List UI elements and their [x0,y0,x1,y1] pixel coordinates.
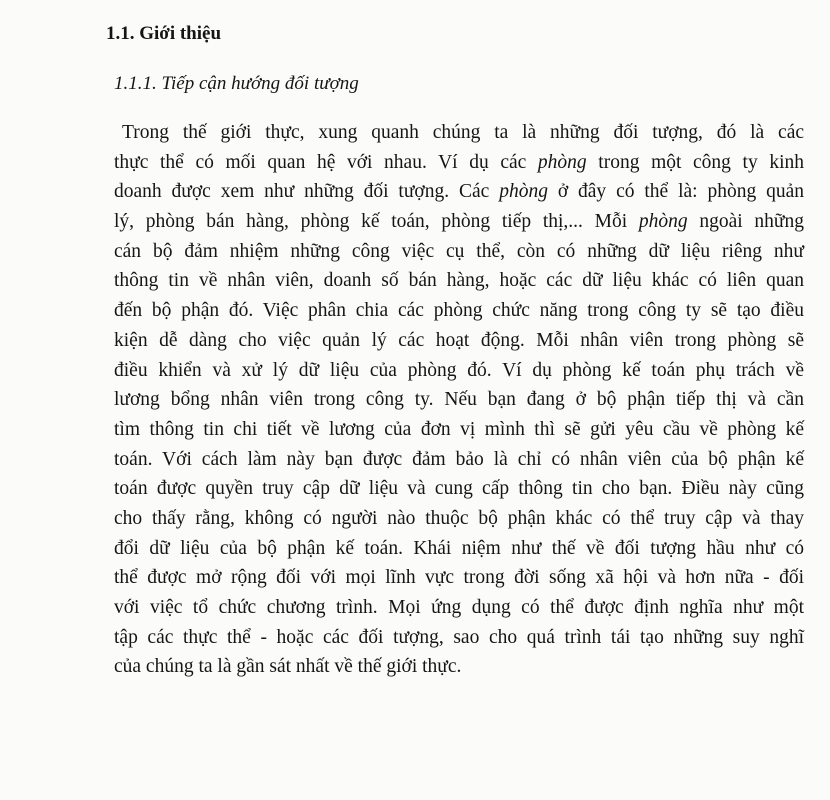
paragraph-line: cán bộ đảm nhiệm những công việc cụ thể, còn có những dữ liệu riêng như [114,240,804,262]
paragraph-line: thể được mở rộng đối với mọi lĩnh vực trong đời sống xã hội và hơn nữa - đối [114,567,804,589]
paragraph-line: đổi dữ liệu của bộ phận kế toán. Khái niệm như thế về đối tượng hầu như có [114,537,804,559]
paragraph-line: lương bổng nhân viên trong công ty. Nếu bạn đang ở bộ phận tiếp thị và cần [114,389,804,411]
paragraph-line: cho thấy rằng, không có người nào thuộc bộ phận khác có thể truy cập và thay [114,507,804,529]
paragraph-line: đến bộ phận đó. Việc phân chia các phòng chức năng trong công ty sẽ tạo điều [114,300,804,322]
paragraph-line: kiện dễ dàng cho việc quản lý các hoạt động. Mỗi nhân viên trong phòng sẽ [114,329,804,351]
italic-term: phòng [537,151,587,173]
paragraph-line: thực thể có mối quan hệ với nhau. Ví dụ các phòng trong một công ty kinh [114,151,804,173]
paragraph-line: doanh được xem như những đối tượng. Các phòng ở đây có thể là: phòng quản [114,181,805,203]
paragraph-line: với việc tổ chức chương trình. Mọi ứng dụng có thể được định nghĩa như một [114,597,804,618]
italic-term: phòng [499,181,548,203]
paragraph-line: điều khiển và xử lý dữ liệu của phòng đó. Ví dụ phòng kế toán phụ trách về [114,359,804,381]
paragraph-line: của chúng ta là gần sát nhất về thế giới thực. [114,656,462,678]
paragraph-line: tìm thông tin chi tiết về lương của đơn vị mình thì sẽ gửi yêu cầu về phòng kế [114,418,804,440]
paragraph-line: toán. Với cách làm này bạn được đảm bảo là chỉ có nhân viên của bộ phận kế [114,448,804,470]
paragraph-line: thông tin về nhân viên, doanh số bán hàng, hoặc các dữ liệu khác có liên quan [114,270,804,292]
section-heading: 1.1. Giới thiệu [106,23,222,44]
body-paragraph [114,118,804,682]
paragraph-line: toán được quyền truy cập dữ liệu và cung cấp thông tin cho bạn. Điều này cũng [114,478,804,500]
paragraph-line: lý, phòng bán hàng, phòng kế toán, phòng tiếp thị,... Mỗi phòng ngoài những [114,211,804,233]
paragraph-line: tập các thực thể - hoặc các đối tượng, sao cho quá trình tái tạo những suy nghĩ [114,626,804,648]
subsection-heading: 1.1.1. Tiếp cận hướng đối tượng [114,73,359,94]
paragraph-line: Trong thế giới thực, xung quanh chúng ta là những đối tượng, đó là các [122,122,804,143]
italic-term: phòng [638,211,688,233]
